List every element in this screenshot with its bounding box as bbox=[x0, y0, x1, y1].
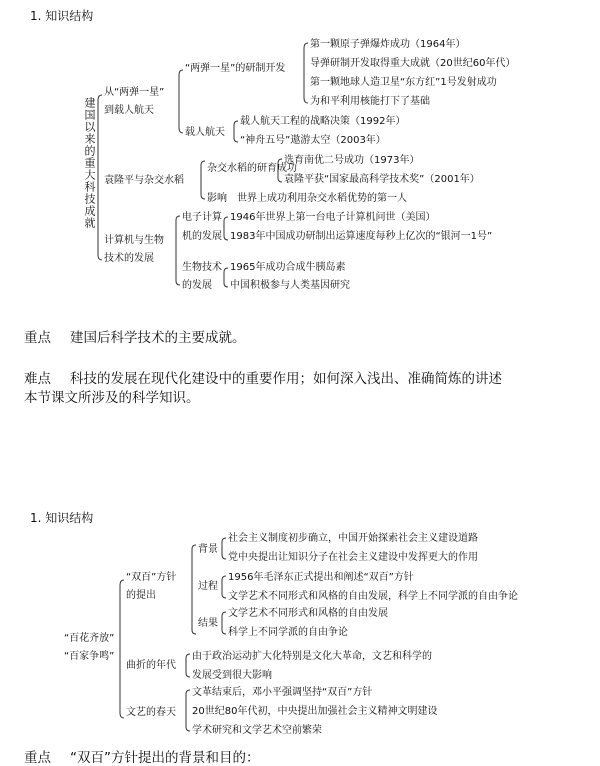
diagram1-b1-2-item: 载人航天工程的战略决策（1992年） bbox=[240, 116, 406, 127]
diagram1-branch-2-1: 杂交水稻的研育成功 bbox=[207, 163, 297, 174]
diagram2-c1-c-item: 科学上不同学派的自由争论 bbox=[228, 627, 348, 638]
diagram1-b3-2-item: 1965年成功合成牛胰岛素 bbox=[230, 262, 346, 273]
diagram2-c1-c: 结果 bbox=[198, 618, 218, 629]
diagram2-c1-a-item: 社会主义制度初步确立，中国开始探索社会主义建设道路 bbox=[228, 533, 478, 544]
diagram1-b1-1-item: 导弹研制开发取得重大成就（20世纪60年代） bbox=[310, 58, 516, 69]
diagram2-c1-c-item: 文学艺术不同形式和风格的自由发展 bbox=[228, 608, 388, 619]
diagram1-branch-1-2: 载人航天 bbox=[185, 127, 225, 138]
focus-label: 重点 bbox=[24, 330, 51, 346]
diagram2-c1-line1: “双百”方针 bbox=[126, 572, 177, 583]
diagram2-c1-b: 过程 bbox=[198, 581, 218, 592]
diagram1-b2-1-item: 选育南优二号成功（1973年） bbox=[284, 155, 420, 166]
focus-text: “双百”方针提出的背景和目的： bbox=[70, 750, 260, 766]
diagram1-b1-1-item: 第一颗原子弹爆炸成功（1964年） bbox=[310, 39, 466, 50]
diagram1-branch-3-2-line2: 的发展 bbox=[182, 280, 212, 291]
diagram2-c3: 文艺的春天 bbox=[126, 707, 176, 718]
diagram1-branch-3-2-line1: 生物技术 bbox=[182, 262, 222, 273]
diagram2-c1-a: 背景 bbox=[198, 544, 218, 555]
diagram1-branch-1-line1: 从“两弹一星” bbox=[104, 87, 165, 98]
diagram2-c1-line2: 的提出 bbox=[126, 590, 156, 601]
difficulty-text-cont: 本节课文所涉及的科学知识。 bbox=[24, 390, 200, 406]
diagram2-c2-item: 发展受到很大影响 bbox=[192, 670, 272, 681]
diagram1-b3-1-item: 1946年世界上第一台电子计算机问世（美国） bbox=[230, 212, 436, 223]
diagram1-branch-1-1: “两弹一星”的研制开发 bbox=[185, 63, 286, 74]
diagram2-heading: 1. 知识结构 bbox=[30, 511, 94, 525]
diagram1-b3-1-item: 1983年中国成功研制出运算速度每秒上亿次的“银河一1号” bbox=[230, 231, 493, 242]
diagram2-c2: 曲折的年代 bbox=[126, 660, 176, 671]
diagram1-branch-3-line2: 技术的发展 bbox=[104, 253, 154, 264]
diagram1-heading: 1. 知识结构 bbox=[30, 9, 94, 23]
diagram2-c1-b-item: 1956年毛泽东正式提出和阐述“双百”方针 bbox=[228, 572, 414, 583]
diagram1-b1-2-item: “神舟五号”遨游太空（2003年） bbox=[240, 135, 386, 146]
diagram2-c1-b-item: 文学艺术不同形式和风格的自由发展，科学上不同学派的自由争论 bbox=[228, 591, 518, 602]
diagram1-root: 建国以来的重大科技成就 bbox=[83, 97, 96, 229]
difficulty-text: 科技的发展在现代化建设中的重要作用；如何深入浅出、准确简炼的讲述 bbox=[70, 371, 502, 387]
diagram2-root-line1: “百花齐放” bbox=[64, 633, 115, 644]
diagram1-branch-3-1-line2: 机的发展 bbox=[182, 231, 222, 242]
diagram2-c3-item: 20世纪80年代初，中央提出加强社会主义精神文明建设 bbox=[192, 706, 438, 717]
focus-label: 重点 bbox=[24, 750, 51, 766]
diagram1-branch-2: 袁隆平与杂交水稻 bbox=[104, 175, 184, 186]
diagram1-b1-1-item: 第一颗地球人造卫星“东方红”1号发射成功 bbox=[310, 77, 497, 88]
diagram1-branch-2-2: 影响 bbox=[207, 193, 227, 204]
diagram1-b2-2-text: 世界上成功利用杂交水稻优势的第一人 bbox=[237, 193, 407, 204]
diagram1-b3-2-item: 中国积极参与人类基因研究 bbox=[230, 280, 350, 291]
difficulty-label: 难点 bbox=[24, 371, 51, 387]
diagram1-b1-1-item: 为和平利用核能打下了基础 bbox=[310, 96, 430, 107]
diagram2-c2-item: 由于政治运动扩大化特别是文化大革命，文艺和科学的 bbox=[192, 651, 432, 662]
focus-text: 建国后科学技术的主要成就。 bbox=[70, 330, 246, 346]
diagram2-c1-a-item: 党中央提出让知识分子在社会主义建设中发挥更大的作用 bbox=[228, 552, 478, 563]
diagram1-b2-1-item: 袁隆平获“国家最高科学技术奖”（2001年） bbox=[284, 174, 480, 185]
diagram2-c3-item: 文革结束后，邓小平强调坚持“双百”方针 bbox=[192, 687, 373, 698]
diagram1-branch-3-line1: 计算机与生物 bbox=[104, 235, 164, 246]
diagram2-root-line2: “百家争鸣” bbox=[64, 651, 115, 662]
diagram1-branch-1-line2: 到载人航天 bbox=[104, 105, 154, 116]
diagram1-branch-3-1-line1: 电子计算 bbox=[182, 212, 222, 223]
diagram2-c3-item: 学术研究和文学艺术空前繁荣 bbox=[192, 725, 322, 736]
